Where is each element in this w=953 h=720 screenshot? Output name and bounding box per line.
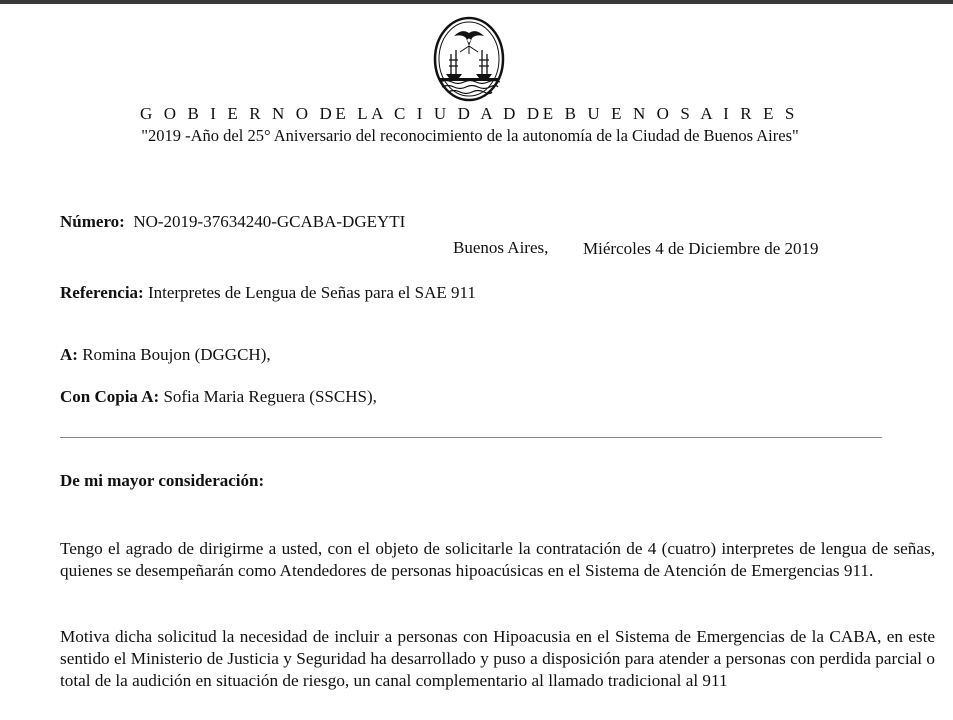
memo-recipient-value: Romina Boujon (DGGCH), <box>82 345 271 364</box>
memo-reference-value: Interpretes de Lengua de Señas para el SAE 911 <box>147 283 476 302</box>
city-coat-of-arms-icon <box>432 16 506 102</box>
body-paragraph: Tengo el agrado de dirigirme a usted, con el objeto de solicitarle la contratación de 4 (cuatro) interpretes de lengua de señas, quienes se desempeñarán como Atendedores de personas hipoacúsicas en el Sistema de Atención de Emergencias 911. <box>60 539 935 580</box>
government-name: G O B I E R N O DE LA C I U D A D DE B U E N O S A I R E S <box>140 104 798 123</box>
memo-cc-line <box>60 387 377 407</box>
memo-date: Miércoles 4 de Diciembre de 2019 <box>583 239 819 258</box>
salutation <box>60 471 264 491</box>
salutation-text: De mi mayor consideración: <box>60 471 265 490</box>
memo-city: Buenos Aires, <box>453 238 549 257</box>
top-border <box>0 0 953 4</box>
memo-number-label: Número: <box>60 212 125 231</box>
body-paragraph: Motiva dicha solicitud la necesidad de incluir a personas con Hipoacusia en el Sistema de Emergencias de la CABA, en este sentido el Ministerio de Justicia y Seguridad ha desarrollado y puso a disposición para atender a personas con perdida parcial o total de la audición en situación de riesgo, un canal complementario al llamado tradicional al 911 <box>60 627 935 690</box>
year-motto: "2019 -Año del 25° Aniversario del reconocimiento de la autonomía de la Ciudad de Buenos Aires" <box>141 126 799 145</box>
memo-recipient-label: A: <box>60 345 78 364</box>
memo-reference-label: Referencia: <box>60 283 144 302</box>
memo-reference-line <box>60 283 476 303</box>
section-divider <box>60 437 882 438</box>
memo-number-line <box>60 212 405 232</box>
memo-cc-label: Con Copia A: <box>60 387 160 406</box>
memo-cc-value: Sofia Maria Reguera (SSCHS), <box>163 387 377 406</box>
memo-number-value: NO-2019-37634240-GCABA-DGEYTI <box>133 212 406 231</box>
memo-recipient-line <box>60 345 271 365</box>
